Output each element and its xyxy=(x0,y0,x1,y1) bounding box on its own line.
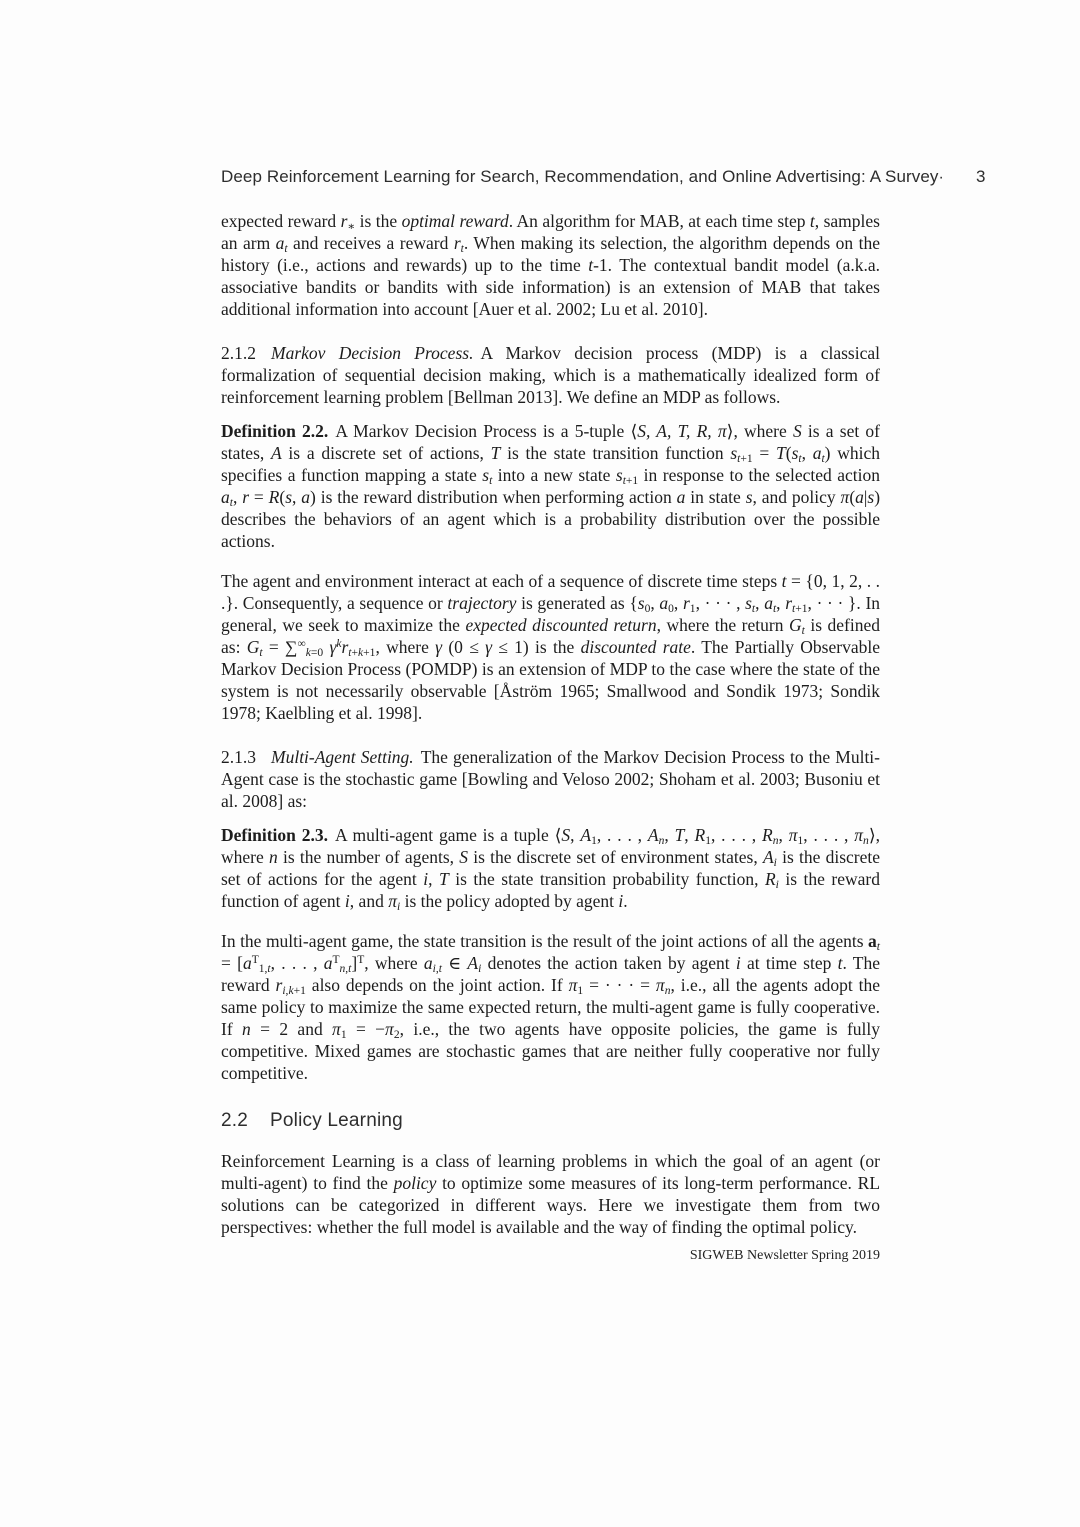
section-title: Multi-Agent Setting. xyxy=(271,747,414,767)
definition-2-3 xyxy=(221,824,880,912)
section-heading-2-2-policy-learning xyxy=(221,1110,880,1132)
footer-newsletter-note: SIGWEB Newsletter Spring 2019 xyxy=(689,1248,880,1263)
header-separator-dot: · xyxy=(938,169,944,186)
running-header xyxy=(221,167,986,187)
section-text: A Markov decision process (MDP) is a classical formalization of sequential decision making, which is a mathematically idealized form of reinforcement learning problem [Bellman 2013]. We define an MDP as follows. xyxy=(221,343,881,407)
section-text: The generalization of the Markov Decision Process to the Multi-Agent case is the stochastic game [Bowling and Veloso 2002; Shoham et al. 2003; Busoniu et al. 2008] as: xyxy=(221,747,880,811)
running-title: Deep Reinforcement Learning for Search, Recommendation, and Online Advertising: A Survey xyxy=(221,167,939,186)
section-2-1-3-multi-agent-setting xyxy=(221,746,880,812)
page-body xyxy=(221,210,880,1264)
definition-label: Definition 2.3. xyxy=(221,825,328,845)
section-number: 2.1.3 xyxy=(221,747,256,767)
paragraph-policy-learning-intro: Reinforcement Learning is a class of learning problems in which the goal of an agent (or multi-agent) to find the policy to optimize some measures of its long-term performance. RL solutions can be categorized in different ways. Here we investigate them from two perspectives: whether the full model is available and the way of finding the optimal policy. xyxy=(221,1151,881,1237)
definition-text: A multi-agent game is a tuple ⟨S, $A_1$, . . . , $A_n$, T, $R_1$, . . . , $R_n$, $\pi_1$, . . . , $\pi_n⟩$, where n is the number of agents, S is the discrete set of environment states, $A_i$ is the discrete set of actions for the agent i, T is the state transition probability function, $R_i$ is the reward function of agent i, and $\pi_i$ is the policy adopted by agent i. xyxy=(221,825,881,914)
section-number: 2.2 xyxy=(221,1110,249,1131)
section-title: Policy Learning xyxy=(270,1110,403,1131)
definition-text: A Markov Decision Process is a 5-tuple ⟨S, A, T, R, π⟩, where S is a set of states, A is a discrete set of actions, T is the state transition function $s_{t+1} = T(s_t$, $a_t$) which specifies a function mapping a state $s_t$ into a new state $s_{t+1}$ in response to the selected action $a_t$, r = R(s, a) is the reward distribution when performing action a in state s, and policy π(a|s) describes the behaviors of an agent which is a probability distribution over the possible actions. xyxy=(221,421,881,551)
definition-2-2 xyxy=(221,420,880,552)
paragraph-agent-environment: The agent and environment interact at each of a sequence of discrete time steps t = {0, 1, 2, . . .}. Consequently, a sequence or trajectory is generated as {$s_0$, $a_0$, $r_1$, · · · , $s_t$, $a_t$, $r_{t+1}$, · · · }. In general, we seek to maximize the expected discounted return, where the return $G_t$ is defined as: $G_t = \sum^\infty_{k=0}$ $\gamma^kr_{t+k+1}$, where γ (0 ≤ γ ≤ 1) is the discounted rate. The Partially Observable Markov Decision Process (POMDP) is an extension of MDP to the case where the state of the system is not necessarily observable [Åström 1965; Smallwood and Sondik 1973; Sondik 1978; Kaelbling et al. 1998]. xyxy=(221,571,881,723)
section-title: Markov Decision Process. xyxy=(271,343,474,363)
paragraph-multi-agent-game: In the multi-agent game, the state transition is the result of the joint actions of all the agents $a_t = [a^T_{1,t}$, . . . , $a^T_{n,t}]^T$, where $a_{i,t}$ ∈ $A_i$ denotes the action taken by agent i at time step t. The reward $r_{i,k+1}$ also depends on the joint action. If $\pi_1$ = · · · = $\pi_n$, i.e., all the agents adopt the same policy to maximize the same expected return, the multi-agent game is fully cooperative. If n = 2 and $\pi_1 = -\pi_2$, i.e., the two agents have opposite policies, the game is fully competitive. Mixed games are stochastic games that are neither fully cooperative nor fully competitive. xyxy=(221,931,881,1083)
section-2-1-2-markov-decision-process xyxy=(221,342,880,408)
paragraph-mab-bandits: expected reward $r_∗$ is the optimal reward. An algorithm for MAB, at each time step t, samples an arm $a_t$ and receives a reward $r_t$. When making its selection, the algorithm depends on the history (i.e., actions and rewards) up to the time t-1. The contextual bandit model (a.k.a. associative bandits or bandits with side information) is an extension of MAB that takes additional information into account [Auer et al. 2002; Lu et al. 2010]. xyxy=(221,211,881,319)
definition-label: Definition 2.2. xyxy=(221,421,329,441)
page-number: 3 xyxy=(975,167,986,186)
section-number: 2.1.2 xyxy=(221,343,256,363)
